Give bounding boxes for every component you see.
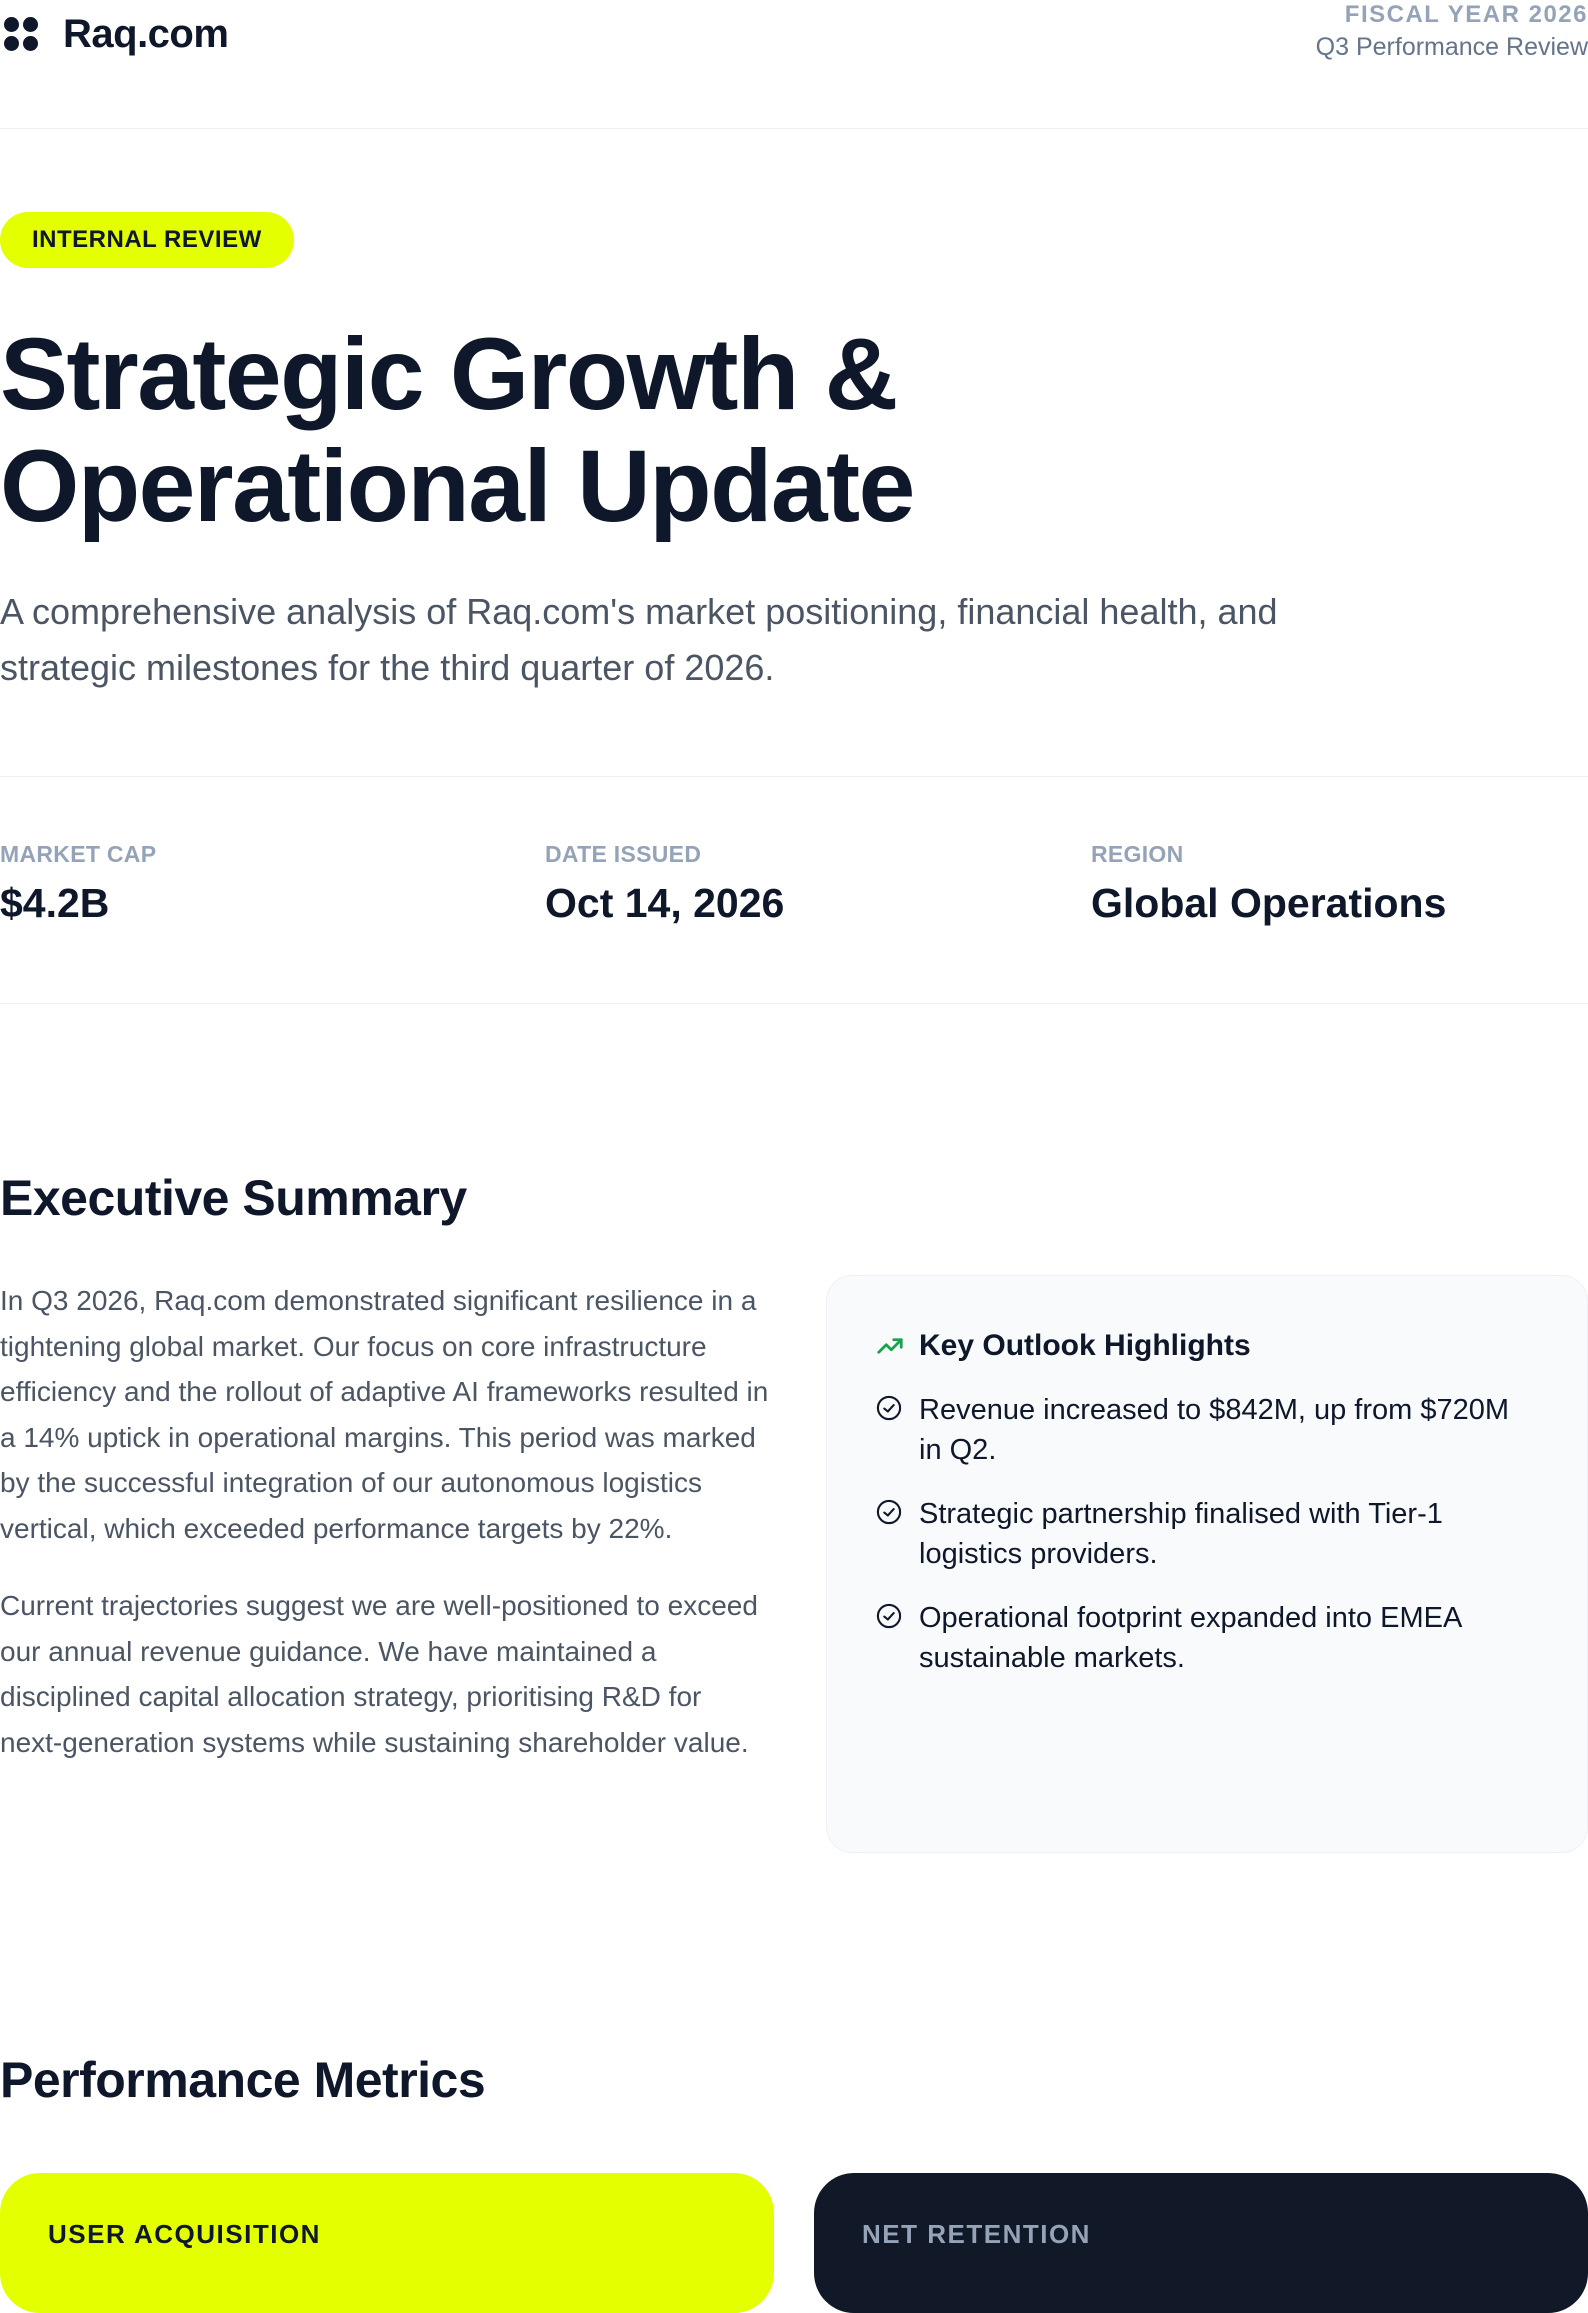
report-period <box>1316 0 1588 64</box>
title-line-2: Operational Update <box>0 429 914 543</box>
executive-summary-body <box>0 1278 770 1797</box>
brand-name: Raq.com <box>63 11 229 56</box>
check-circle-icon <box>875 1602 903 1630</box>
report-type-label: Q3 Performance Review <box>1315 33 1588 61</box>
meta-label: REGION <box>1091 841 1184 867</box>
four-dots-icon <box>4 17 38 51</box>
highlight-text: Revenue increased to $842M, up from $720M in Q2. <box>919 1394 1510 1466</box>
header-divider <box>0 128 1588 129</box>
meta-value: Oct 14, 2026 <box>545 880 785 926</box>
highlights-header <box>875 1326 1539 1366</box>
meta-region <box>1091 840 1446 928</box>
lead-paragraph: A comprehensive analysis of Raq.com's market positioning, financial health, and strategic milestones for the third quarter of 2026. <box>0 591 1278 688</box>
executive-summary-heading: Executive Summary <box>0 1170 467 1226</box>
meta-label: MARKET CAP <box>0 841 157 867</box>
meta-date-issued <box>545 840 784 928</box>
trending-up-icon <box>875 1331 905 1361</box>
highlights-title: Key Outlook Highlights <box>919 1329 1251 1362</box>
meta-value: $4.2B <box>0 880 110 926</box>
page-title <box>0 318 1200 542</box>
list-item <box>875 1598 1539 1678</box>
title-line-1: Strategic Growth & <box>0 317 897 431</box>
net-retention-card <box>814 2173 1588 2313</box>
meta-label: DATE ISSUED <box>545 841 702 867</box>
highlights-list <box>875 1390 1539 1678</box>
card-label: USER ACQUISITION <box>48 2219 321 2249</box>
check-circle-icon <box>875 1498 903 1526</box>
meta-market-cap <box>0 840 156 928</box>
highlights-card <box>826 1275 1588 1853</box>
highlight-text: Strategic partnership finalised with Tier-1 logistics providers. <box>919 1498 1443 1570</box>
meta-value: Global Operations <box>1091 880 1447 926</box>
fiscal-year-label: FISCAL YEAR 2026 <box>1344 1 1588 28</box>
meta-divider-top <box>0 776 1588 777</box>
user-acquisition-card <box>0 2173 774 2313</box>
summary-paragraph: In Q3 2026, Raq.com demonstrated significant resilience in a tightening global market. Our focus on core infrastructure efficiency and the rollout of adaptive AI frameworks resulted in a 14% uptick in operational margins. This period was marked by the successful integration of our autonomous logistics vertical, which exceeded performance targets by 22%. <box>0 1285 769 1544</box>
check-circle-icon <box>875 1394 903 1422</box>
brand-logo[interactable] <box>4 12 228 56</box>
performance-metrics-heading: Performance Metrics <box>0 2052 486 2108</box>
card-label: NET RETENTION <box>862 2219 1091 2249</box>
highlight-text: Operational footprint expanded into EMEA sustainable markets. <box>919 1602 1461 1674</box>
status-badge: INTERNAL REVIEW <box>0 212 294 268</box>
report-meta <box>0 840 1588 930</box>
list-item <box>875 1390 1539 1470</box>
meta-divider-bottom <box>0 1003 1588 1004</box>
list-item <box>875 1494 1539 1574</box>
summary-paragraph: Current trajectories suggest we are well-positioned to exceed our annual revenue guidance. We have maintained a disciplined capital allocation strategy, prioritising R&D for next-generation systems while sustaining shareholder value. <box>0 1590 758 1758</box>
